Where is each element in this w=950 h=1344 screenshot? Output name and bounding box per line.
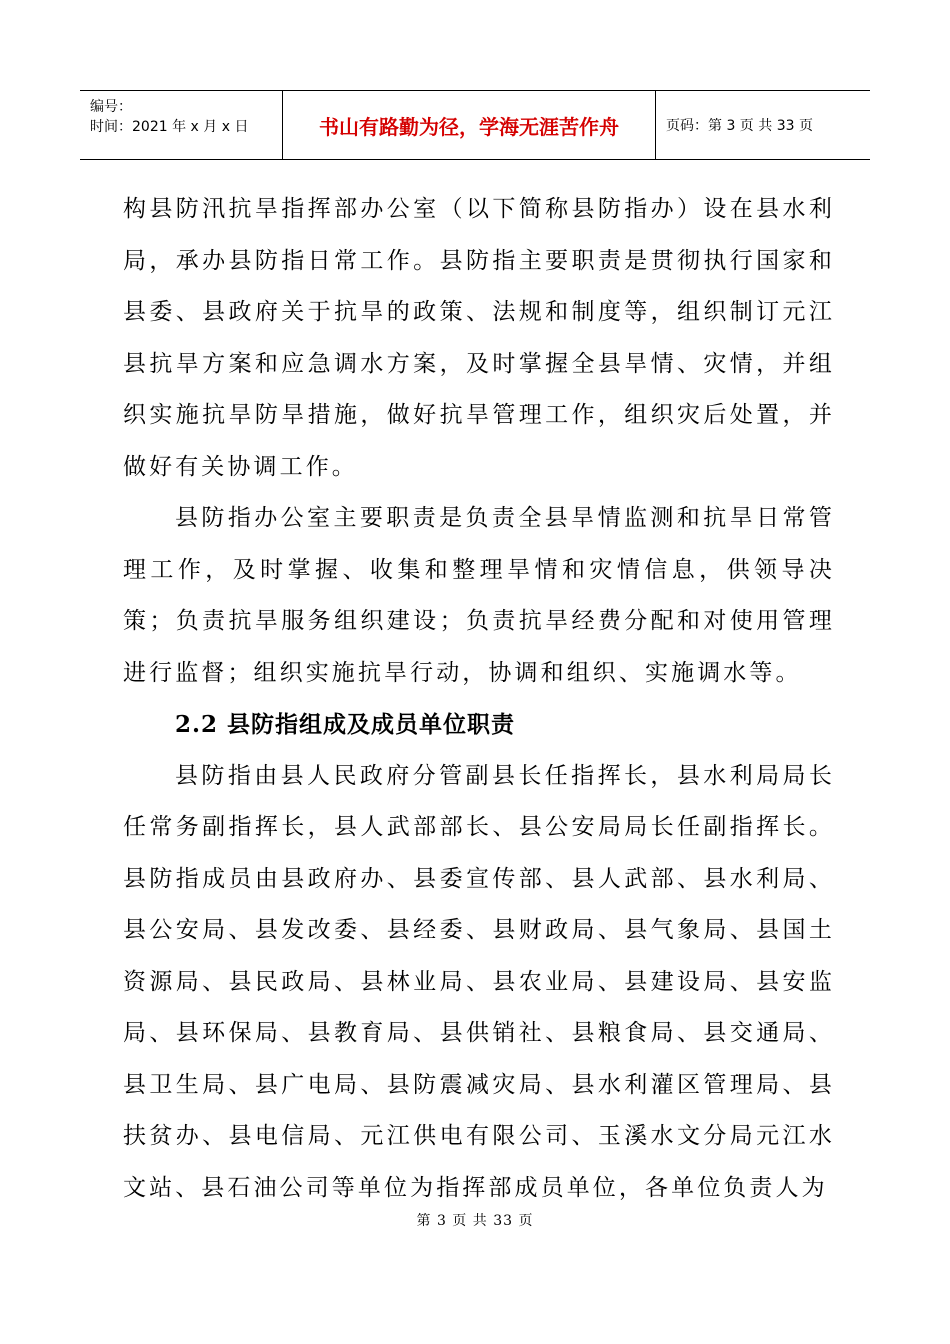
page-footer: 第 3 页 共 33 页 <box>416 1213 534 1229</box>
section-heading: 2.2 县防指组成及成员单位职责 <box>175 711 516 738</box>
paragraph-continued: 构县防汛抗旱指挥部办公室（以下简称县防指办）设在县水利局，承办县防指日常工作。县防指主要职责是贯彻执行国家和县委、县政府关于抗旱的政策、法规和制度等，组织制订元江县抗旱方案和应急调水方案，及时掌握全县旱情、灾情，并组织实施抗旱防旱措施，做好抗旱管理工作，组织灾后处置，并做好有关协调工作。 <box>123 196 835 480</box>
header-page-info: 页码：第 3 页 共 33 页 <box>666 118 813 134</box>
document-body <box>123 184 835 1214</box>
header-meta <box>80 91 282 159</box>
paragraph-office-duties: 县防指办公室主要职责是负责全县旱情监测和抗旱日常管理工作，及时掌握、收集和整理旱情和灾情信息，供领导决策；负责抗旱服务组织建设；负责抗旱经费分配和对使用管理进行监督；组织实施抗旱行动，协调和组织、实施调水等。 <box>123 505 835 686</box>
paragraph-composition: 县防指由县人民政府分管副县长任指挥长，县水利局局长任常务副指挥长，县人武部部长、县公安局局长任副指挥长。县防指成员由县政府办、县委宣传部、县人武部、县水利局、县公安局、县发改委、县经委、县财政局、县气象局、县国土资源局、县民政局、县林业局、县农业局、县建设局、县安监局、县环保局、县教育局、县供销社、县粮食局、县交通局、县卫生局、县广电局、县防震减灾局、县水利灌区管理局、县扶贫办、县电信局、元江供电有限公司、玉溪水文分局元江水文站、县石油公司等单位为指挥部成员单位，各单位负责人为 <box>123 762 835 1201</box>
page-header <box>80 90 870 160</box>
header-motto: 书山有路勤为径，学海无涯苦作舟 <box>282 91 656 159</box>
document-number-label: 编号： <box>90 99 132 115</box>
document-time-label: 时间：2021 年 x 月 x 日 <box>90 119 249 135</box>
